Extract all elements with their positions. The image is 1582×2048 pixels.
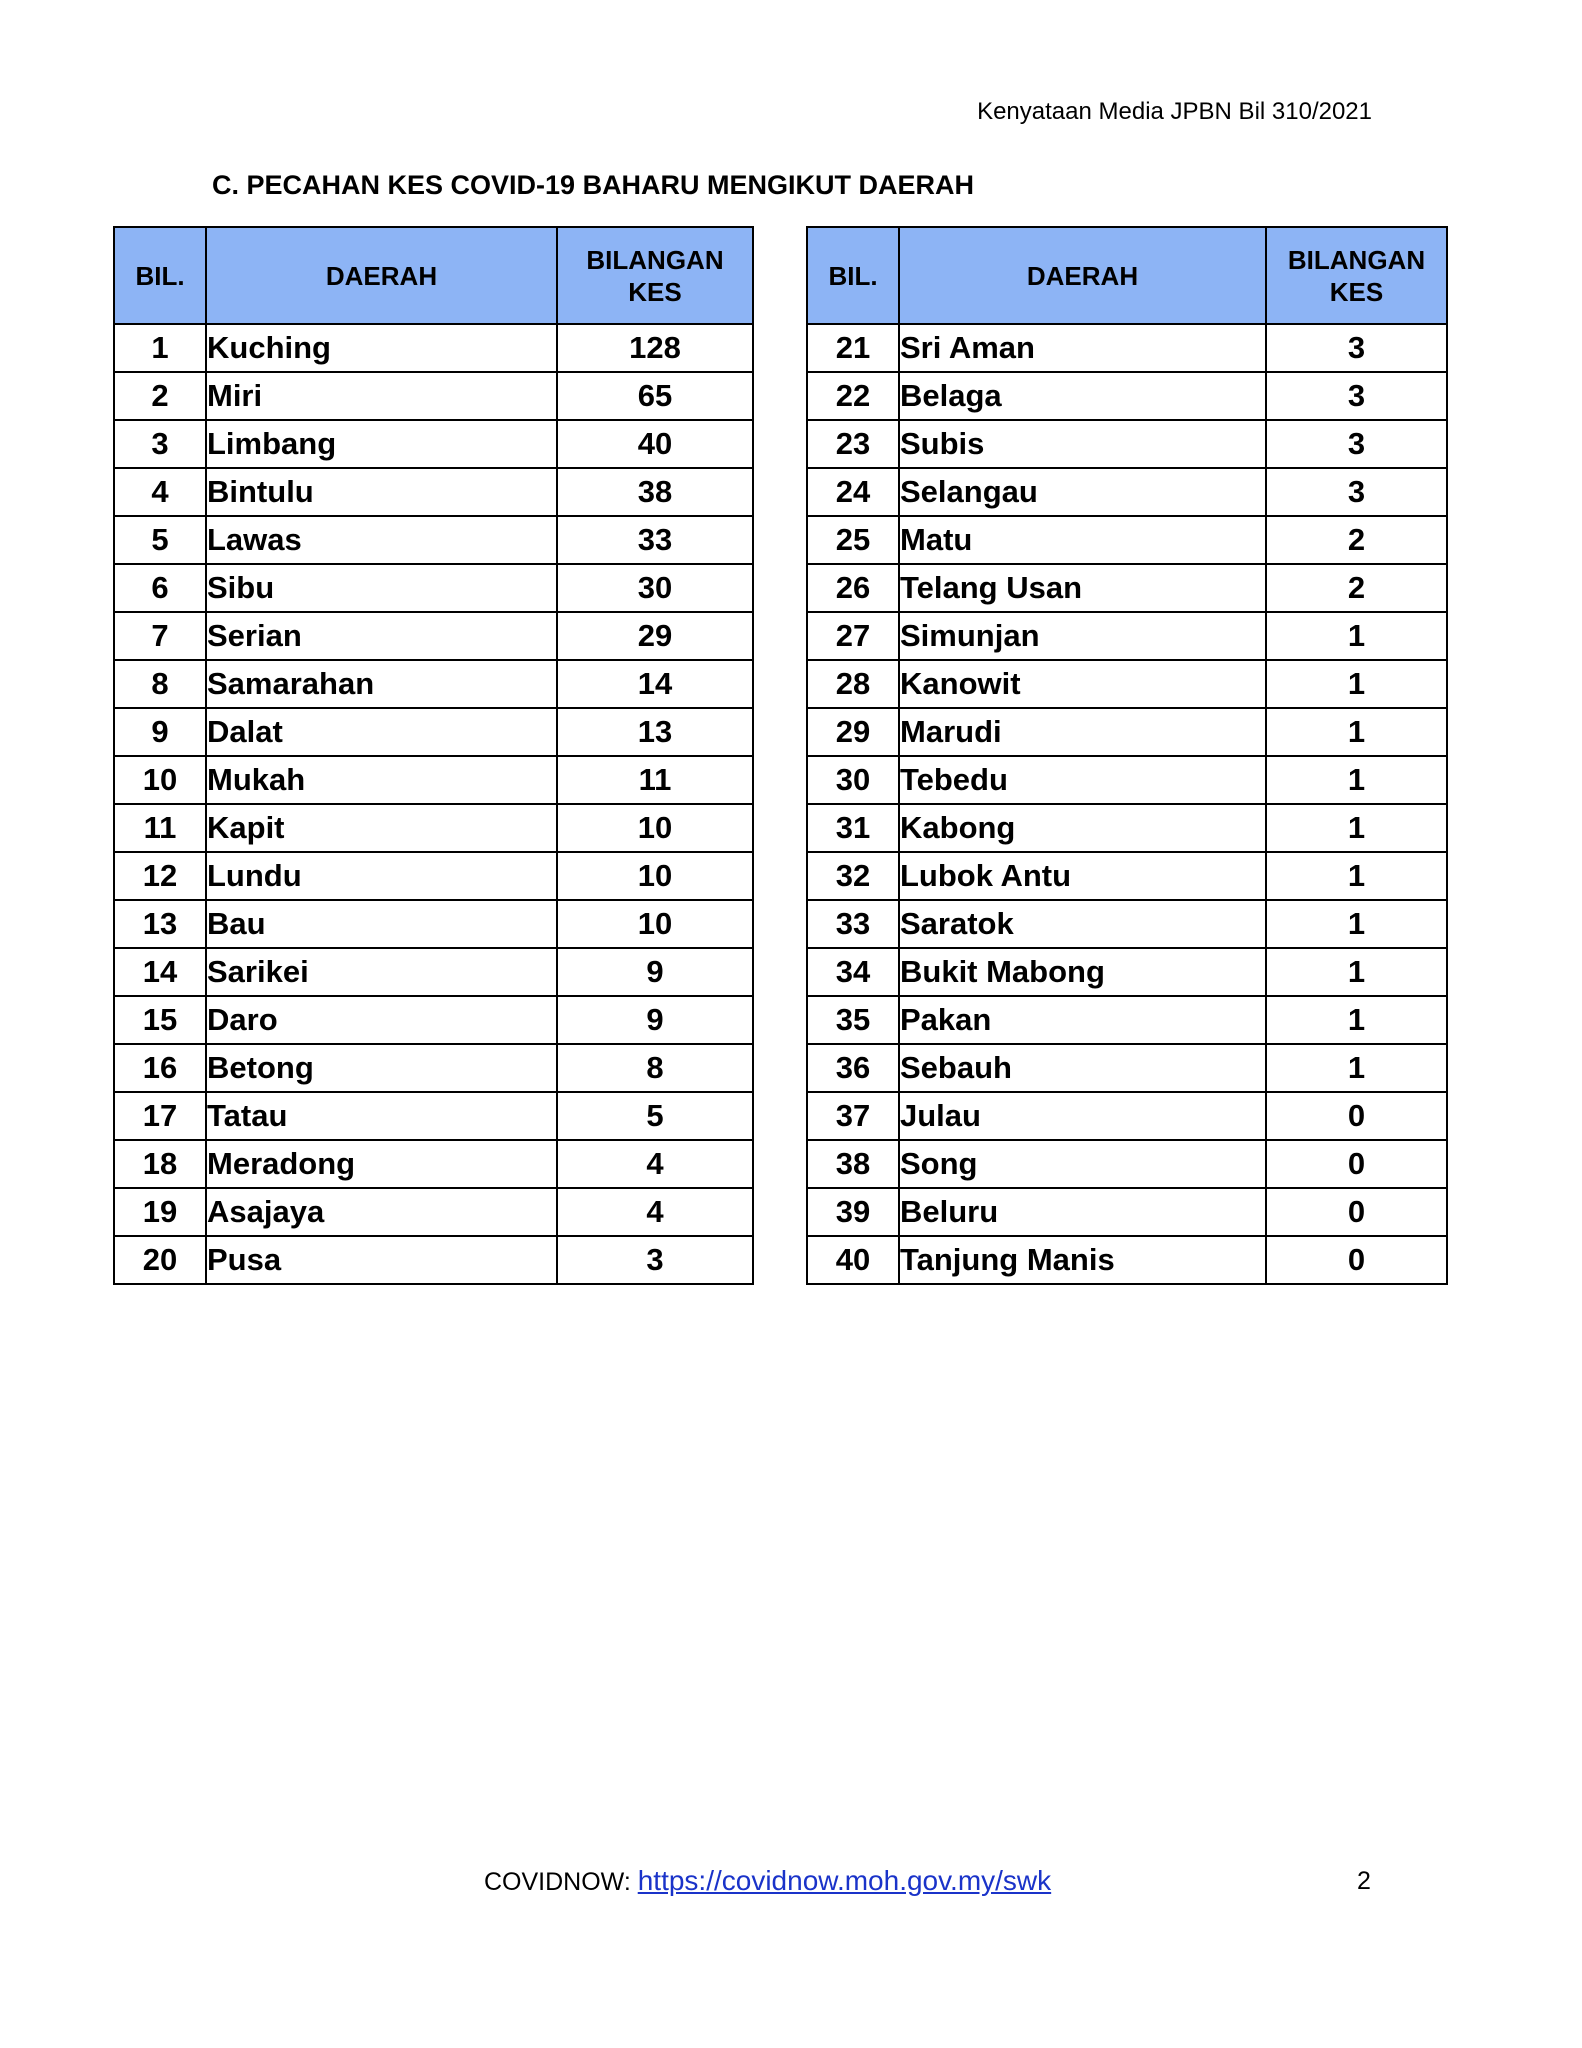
table-row [807,804,1447,852]
table-row [807,1044,1447,1092]
column-header-bil: BIL. [114,227,206,324]
table-row [807,420,1447,468]
row-number: 31 [807,804,899,852]
covidnow-link[interactable]: https://covidnow.moh.gov.my/swk [637,1865,1052,1896]
district-name: Song [899,1140,1266,1188]
row-number: 11 [114,804,206,852]
column-header-daerah: DAERAH [206,227,557,324]
case-count: 40 [557,420,753,468]
case-count: 1 [1266,612,1447,660]
row-number: 1 [114,324,206,372]
column-header-bil: BIL. [807,227,899,324]
row-number: 25 [807,516,899,564]
case-count: 30 [557,564,753,612]
district-name: Julau [899,1092,1266,1140]
row-number: 35 [807,996,899,1044]
table-row [807,324,1447,372]
case-count: 0 [1266,1188,1447,1236]
district-name: Saratok [899,900,1266,948]
row-number: 13 [114,900,206,948]
district-name: Marudi [899,708,1266,756]
case-count: 3 [1266,324,1447,372]
table-row [114,1092,753,1140]
row-number: 24 [807,468,899,516]
district-name: Pakan [899,996,1266,1044]
district-name: Bau [206,900,557,948]
row-number: 20 [114,1236,206,1284]
case-count: 10 [557,852,753,900]
district-name: Mukah [206,756,557,804]
row-number: 18 [114,1140,206,1188]
row-number: 8 [114,660,206,708]
table-row [807,660,1447,708]
table-row [114,1188,753,1236]
header-line: BILANGAN [586,244,724,275]
table-row [807,516,1447,564]
district-table-right [806,226,1448,1285]
row-number: 17 [114,1092,206,1140]
row-number: 2 [114,372,206,420]
table-row [114,372,753,420]
case-count: 1 [1266,804,1447,852]
row-number: 40 [807,1236,899,1284]
district-name: Daro [206,996,557,1044]
column-header-bilangan-kes [557,227,753,324]
case-count: 4 [557,1188,753,1236]
row-number: 33 [807,900,899,948]
case-count: 3 [1266,372,1447,420]
row-number: 10 [114,756,206,804]
district-name: Simunjan [899,612,1266,660]
table-row [807,852,1447,900]
table-row [114,708,753,756]
table-row [114,516,753,564]
table-row [807,708,1447,756]
table-row [807,900,1447,948]
table-row [807,996,1447,1044]
case-count: 9 [557,996,753,1044]
case-count: 33 [557,516,753,564]
page-number: 2 [1357,1867,1371,1895]
table-row [114,1044,753,1092]
case-count: 1 [1266,996,1447,1044]
case-count: 3 [557,1236,753,1284]
district-name: Kuching [206,324,557,372]
table-row [114,948,753,996]
row-number: 36 [807,1044,899,1092]
case-count: 10 [557,900,753,948]
row-number: 16 [114,1044,206,1092]
row-number: 23 [807,420,899,468]
table-row [807,756,1447,804]
table-row [114,1140,753,1188]
table-row [807,948,1447,996]
case-count: 2 [1266,564,1447,612]
header-line: KES [1329,276,1384,307]
table-row [807,468,1447,516]
district-name: Lubok Antu [899,852,1266,900]
row-number: 39 [807,1188,899,1236]
row-number: 26 [807,564,899,612]
district-name: Belaga [899,372,1266,420]
district-name: Betong [206,1044,557,1092]
case-count: 65 [557,372,753,420]
document-reference: Kenyataan Media JPBN Bil 310/2021 [977,98,1372,125]
row-number: 9 [114,708,206,756]
district-name: Asajaya [206,1188,557,1236]
table-row [114,420,753,468]
case-count: 14 [557,660,753,708]
case-count: 3 [1266,420,1447,468]
table-body [114,324,753,1284]
table-row [114,996,753,1044]
district-name: Subis [899,420,1266,468]
district-name: Sarikei [206,948,557,996]
row-number: 4 [114,468,206,516]
footer [484,1865,1051,1897]
table-row [114,660,753,708]
district-name: Kapit [206,804,557,852]
case-count: 4 [557,1140,753,1188]
case-count: 1 [1266,756,1447,804]
row-number: 22 [807,372,899,420]
district-name: Telang Usan [899,564,1266,612]
row-number: 32 [807,852,899,900]
table-header-row [114,227,753,324]
district-name: Limbang [206,420,557,468]
case-count: 128 [557,324,753,372]
district-name: Sri Aman [899,324,1266,372]
row-number: 5 [114,516,206,564]
table-body [807,324,1447,1284]
district-name: Sebauh [899,1044,1266,1092]
table-row [807,1188,1447,1236]
row-number: 6 [114,564,206,612]
table-row [807,1140,1447,1188]
district-name: Meradong [206,1140,557,1188]
table-row [114,468,753,516]
district-name: Tanjung Manis [899,1236,1266,1284]
district-name: Kabong [899,804,1266,852]
row-number: 38 [807,1140,899,1188]
table-row [807,612,1447,660]
district-name: Bukit Mabong [899,948,1266,996]
case-count: 1 [1266,1044,1447,1092]
header-line: BILANGAN [1287,244,1426,275]
case-count: 9 [557,948,753,996]
case-count: 0 [1266,1140,1447,1188]
row-number: 30 [807,756,899,804]
row-number: 27 [807,612,899,660]
case-count: 1 [1266,900,1447,948]
district-name: Tebedu [899,756,1266,804]
section-heading: C. PECAHAN KES COVID-19 BAHARU MENGIKUT DAERAH [212,170,975,200]
column-header-daerah: DAERAH [899,227,1266,324]
case-count: 1 [1266,708,1447,756]
case-count: 11 [557,756,753,804]
district-name: Selangau [899,468,1266,516]
district-name: Sibu [206,564,557,612]
case-count: 1 [1266,948,1447,996]
district-name: Kanowit [899,660,1266,708]
district-name: Serian [206,612,557,660]
row-number: 19 [114,1188,206,1236]
case-count: 1 [1266,852,1447,900]
row-number: 3 [114,420,206,468]
district-name: Pusa [206,1236,557,1284]
table-row [807,1092,1447,1140]
table-row [114,1236,753,1284]
case-count: 8 [557,1044,753,1092]
district-table-left [113,226,754,1285]
footer-label: COVIDNOW: [484,1868,638,1896]
case-count: 10 [557,804,753,852]
table-row [114,804,753,852]
case-count: 5 [557,1092,753,1140]
district-name: Beluru [899,1188,1266,1236]
table-row [807,1236,1447,1284]
district-name: Tatau [206,1092,557,1140]
case-count: 38 [557,468,753,516]
row-number: 37 [807,1092,899,1140]
row-number: 14 [114,948,206,996]
case-count: 3 [1266,468,1447,516]
table-row [807,372,1447,420]
row-number: 7 [114,612,206,660]
table-row [114,756,753,804]
district-name: Samarahan [206,660,557,708]
case-count: 1 [1266,660,1447,708]
table-row [114,324,753,372]
table-row [114,564,753,612]
table-row [807,564,1447,612]
district-name: Bintulu [206,468,557,516]
row-number: 12 [114,852,206,900]
district-name: Lundu [206,852,557,900]
case-count: 13 [557,708,753,756]
column-header-bilangan-kes [1266,227,1447,324]
table-row [114,852,753,900]
row-number: 29 [807,708,899,756]
row-number: 15 [114,996,206,1044]
row-number: 34 [807,948,899,996]
case-count: 2 [1266,516,1447,564]
case-count: 29 [557,612,753,660]
case-count: 0 [1266,1236,1447,1284]
table-header-row [807,227,1447,324]
row-number: 28 [807,660,899,708]
table-row [114,612,753,660]
district-name: Matu [899,516,1266,564]
row-number: 21 [807,324,899,372]
table-row [114,900,753,948]
district-name: Dalat [206,708,557,756]
header-line: KES [628,276,682,307]
district-name: Miri [206,372,557,420]
district-name: Lawas [206,516,557,564]
case-count: 0 [1266,1092,1447,1140]
